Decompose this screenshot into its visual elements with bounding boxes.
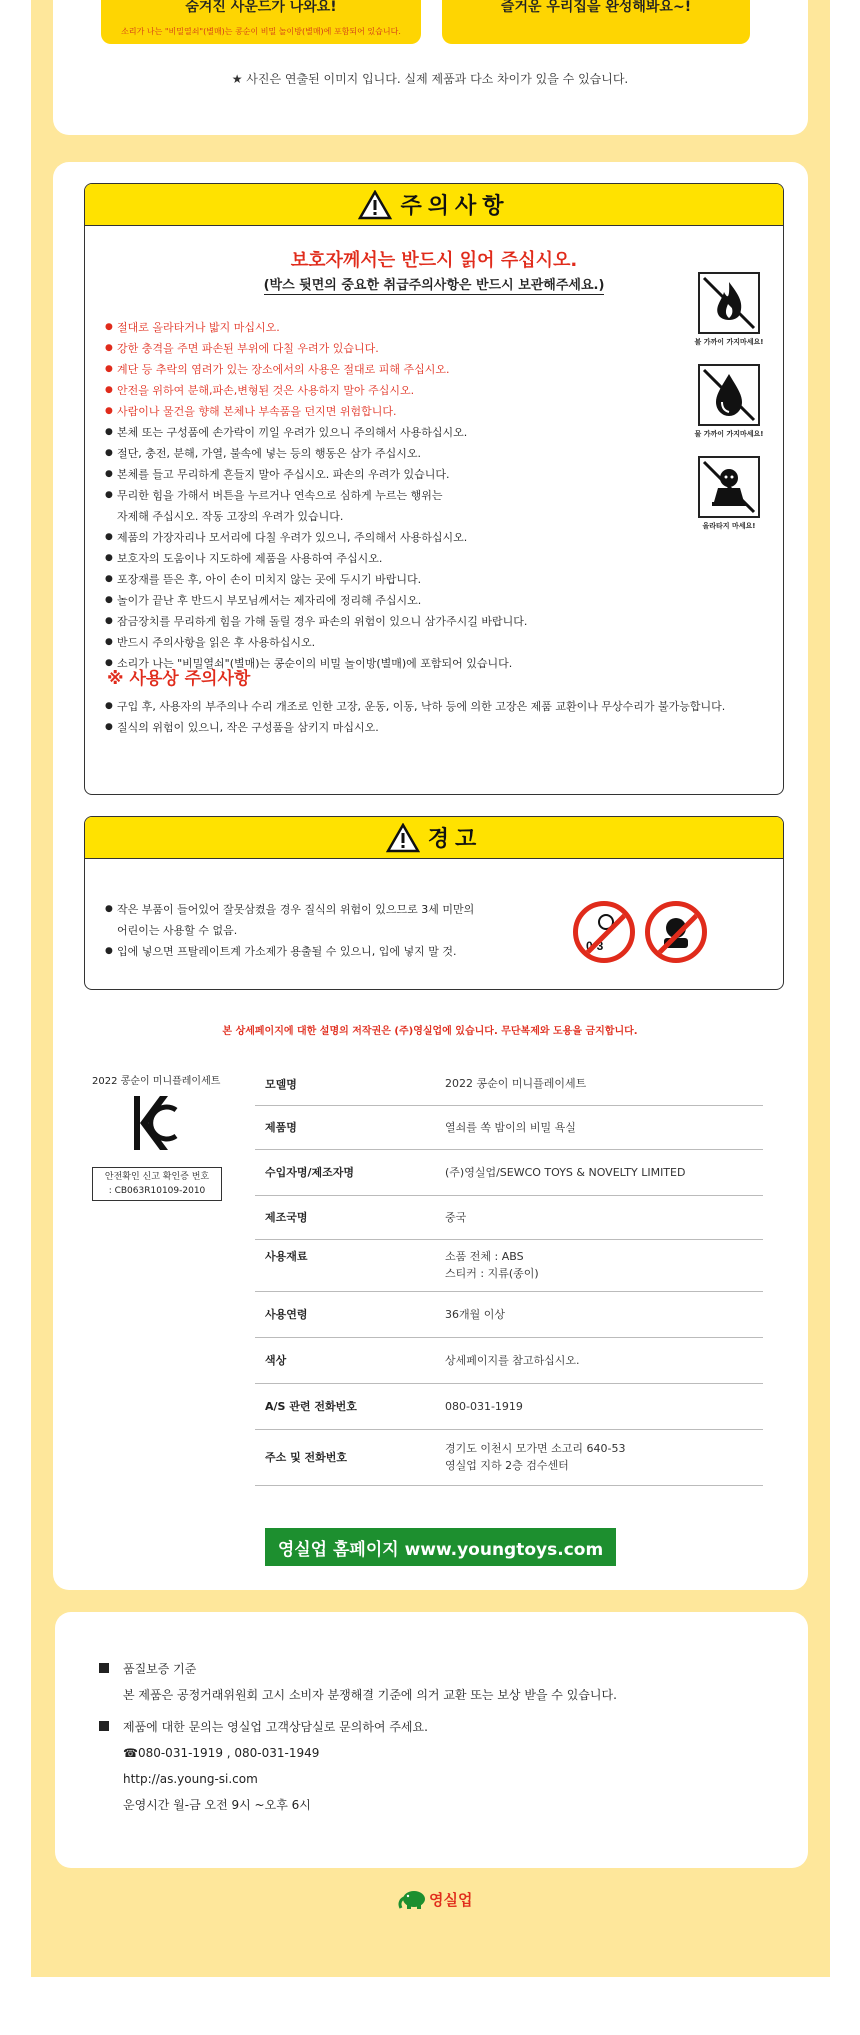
info-key: 모델명: [255, 1063, 435, 1105]
cautions-box: [84, 183, 784, 795]
pictogram-fire: [689, 272, 769, 347]
list-item-continued: 자제해 주십시오. 작동 고장의 우려가 있습니다.: [117, 510, 344, 523]
info-key: 제조국명: [255, 1195, 435, 1239]
info-value-line: 스티커 : 지류(종이): [445, 1267, 539, 1280]
brand-logo: [397, 1888, 472, 1910]
pictogram-water: [689, 364, 769, 439]
table-row: [255, 1291, 763, 1337]
contact-url[interactable]: http://as.young-si.com: [123, 1772, 258, 1786]
info-key: 제품명: [255, 1105, 435, 1149]
pictogram-label: 올라타지 마세요!: [702, 522, 756, 530]
elephant-icon: [397, 1888, 427, 1910]
sound-note-small: 소리가 나는 "비밀열쇠"(별매)는 콩순이 비밀 놀이방(별매)에 포함되어 있습니다.: [121, 27, 401, 36]
list-item: ● 계단 등 추락의 염려가 있는 장소에서의 사용은 절대로 피해 주십시오.: [105, 359, 527, 380]
bullet-square: [99, 1721, 109, 1731]
list-item: ● 잠금장치를 무리하게 힘을 가해 돌릴 경우 파손의 위험이 있으니 삼가주시길 바랍니다.: [105, 611, 527, 632]
quality-text: 본 제품은 공정거래위원회 고시 소비자 분쟁해결 기준에 의거 교환 또는 보상 받을 수 있습니다.: [123, 1688, 617, 1702]
protect-subtitle: (박스 뒷면의 중요한 취급주의사항은 반드시 보관해주세요.): [263, 278, 605, 293]
info-value: 중국: [435, 1195, 763, 1239]
quality-section: [99, 1656, 617, 1708]
age-label: 0-3: [586, 939, 604, 953]
warning-list: [105, 899, 474, 962]
table-row: [255, 1105, 763, 1149]
list-item: ● 질식의 위험이 있으니, 작은 구성품을 삼키지 마십시오.: [105, 717, 725, 738]
kc-cert-label: 안전확인 신고 확인증 번호: [104, 1172, 210, 1182]
table-row: [255, 1383, 763, 1429]
info-value: (주)영실업/SEWCO TOYS & NOVELTY LIMITED: [435, 1149, 763, 1195]
info-key: A/S 관련 전화번호: [255, 1383, 435, 1429]
kc-cert-number: : CB063R10109-2010: [108, 1186, 206, 1196]
info-key: 사용재료: [255, 1239, 435, 1291]
info-key: 사용연령: [255, 1291, 435, 1337]
info-value: 상세페이지를 참고하십시오.: [435, 1337, 763, 1383]
info-key: 색상: [255, 1337, 435, 1383]
list-item: ● 본체를 들고 무리하게 흔들지 말아 주십시오. 파손의 우려가 있습니다.: [105, 464, 527, 485]
info-value: [435, 1429, 763, 1485]
product-info-table: [255, 1063, 763, 1486]
contact-title: 제품에 대한 문의는 영실업 고객상담실로 문의하여 주세요.: [123, 1720, 428, 1734]
kc-mark-icon: [132, 1090, 178, 1156]
info-value: 열쇠를 쏙 밤이의 비밀 욕실: [435, 1105, 763, 1149]
info-value: 2022 콩순이 미니플레이세트: [435, 1063, 763, 1105]
info-key: 수입자명/제조자명: [255, 1149, 435, 1195]
no-under-3-icon: [573, 901, 635, 963]
sound-note-text: 숨겨진 사운드가 나와요!: [185, 0, 337, 15]
contact-section: [99, 1714, 428, 1818]
table-row: [255, 1149, 763, 1195]
table-row: [255, 1429, 763, 1485]
warning-title: 경고: [427, 827, 483, 852]
home-note-box: [442, 0, 750, 44]
table-row: [255, 1337, 763, 1383]
usage-list: [105, 696, 725, 738]
no-climb-icon: [698, 456, 760, 518]
pictogram-no-climb: [689, 456, 769, 531]
list-item: ● 강한 충격을 주면 파손된 부위에 다칠 우려가 있습니다.: [105, 338, 527, 359]
info-value: 36개월 이상: [435, 1291, 763, 1337]
info-key: 주소 및 전화번호: [255, 1429, 435, 1485]
usage-title: ※ 사용상 주의사항: [107, 669, 251, 689]
list-item: [105, 485, 527, 527]
list-item: ● 본체 또는 구성품에 손가락이 끼일 우려가 있으니 주의해서 사용하십시오.: [105, 422, 527, 443]
logo-text: 영실업: [429, 1890, 473, 1909]
kc-product-name: 2022 콩순이 미니플레이세트: [92, 1076, 221, 1087]
protect-subtitle-row: [85, 274, 783, 293]
fire-icon: [698, 272, 760, 334]
pictogram-label: 불 가까이 가지마세요!: [694, 338, 764, 346]
list-item: ● 포장재를 뜯은 후, 아이 손이 미치지 않는 곳에 두시기 바랍니다.: [105, 569, 527, 590]
list-item: [105, 899, 474, 941]
sound-note-box: [101, 0, 421, 44]
warning-icons: [573, 901, 707, 963]
contact-phone: ☎080-031-1919 , 080-031-1949: [123, 1746, 320, 1760]
info-value-line: 영실업 지하 2층 검수센터: [445, 1459, 569, 1472]
homepage-link[interactable]: 영실업 홈페이지 www.youngtoys.com: [265, 1528, 616, 1566]
kc-cert-box: [92, 1167, 222, 1201]
info-value-line: 경기도 이천시 모가면 소고리 640-53: [445, 1442, 626, 1455]
bottom-panel: [55, 1612, 808, 1868]
list-item-continued: 어린이는 사용할 수 없음.: [117, 924, 238, 937]
warning-header: [85, 817, 783, 859]
copyright-notice: 본 상세페이지에 대한 설명의 저작권은 (주)영실업에 있습니다. 무단복제와 도용을 금지합니다.: [222, 1026, 638, 1037]
caution-list: [105, 317, 527, 674]
list-item: ● 보호자의 도움이나 지도하에 제품을 사용하여 주십시오.: [105, 548, 527, 569]
list-item: ● 절단, 충전, 분해, 가열, 불속에 넣는 등의 행동은 삼가 주십시오.: [105, 443, 527, 464]
table-row: [255, 1239, 763, 1291]
warning-box: [84, 816, 784, 990]
cautions-header: [85, 184, 783, 226]
info-value-line: 소품 전체 : ABS: [445, 1250, 524, 1263]
quality-title: 품질보증 기준: [123, 1662, 197, 1676]
list-item: ● 구입 후, 사용자의 부주의나 수리 개조로 인한 고장, 운동, 이동, 낙하 등에 의한 고장은 제품 교환이나 무상수리가 불가능합니다.: [105, 696, 725, 717]
bullet-square: [99, 1663, 109, 1673]
pictogram-label: 물 가까이 가지마세요!: [694, 430, 764, 438]
list-item-text: 작은 부품이 들어있어 잘못삼켰을 경우 질식의 위험이 있으므로 3세 미만의: [117, 903, 475, 916]
list-item: ● 안전을 위하여 분해,파손,변형된 것은 사용하지 말아 주십시오.: [105, 380, 527, 401]
warning-triangle-icon: [386, 823, 420, 853]
list-item: ● 반드시 주의사항을 읽은 후 사용하십시오.: [105, 632, 527, 653]
list-item: ● 제품의 가장자리나 모서리에 다칠 우려가 있으니, 주의해서 사용하십시오.: [105, 527, 527, 548]
warning-triangle-icon: [358, 190, 392, 220]
list-item: ● 소리가 나는 "비밀열쇠"(별매)는 콩순이의 비밀 놀이방(별매)에 포함되어 있습니다.: [105, 653, 527, 674]
water-drop-icon: [698, 364, 760, 426]
list-item: ● 놀이가 끝난 후 반드시 부모님께서는 제자리에 정리해 주십시오.: [105, 590, 527, 611]
list-item-text: 무리한 힘을 가해서 버튼을 누르거나 연속으로 심하게 누르는 행위는: [117, 489, 443, 502]
protect-title: 보호자께서는 반드시 읽어 주십시오.: [290, 250, 578, 271]
list-item: ● 사람이나 물건을 향해 본체나 부속품을 던지면 위험합니다.: [105, 401, 527, 422]
info-value: 080-031-1919: [435, 1383, 763, 1429]
no-mouth-icon: [645, 901, 707, 963]
list-item: ● 절대로 올라타거나 밟지 마십시오.: [105, 317, 527, 338]
list-item: ● 입에 넣으면 프탈레이트계 가소제가 용출될 수 있으니, 입에 넣지 말 것.: [105, 941, 474, 962]
table-row: [255, 1195, 763, 1239]
home-note-text: 즐거운 우리집을 완성해봐요~!: [500, 0, 692, 15]
contact-hours: 운영시간 월-금 오전 9시 ~오후 6시: [123, 1798, 311, 1812]
photo-note: ★ 사진은 연출된 이미지 입니다. 실제 제품과 다소 차이가 있을 수 있습니다.: [231, 72, 629, 86]
cautions-title: 주의사항: [400, 194, 510, 219]
table-row: [255, 1063, 763, 1105]
info-value: [435, 1239, 763, 1291]
